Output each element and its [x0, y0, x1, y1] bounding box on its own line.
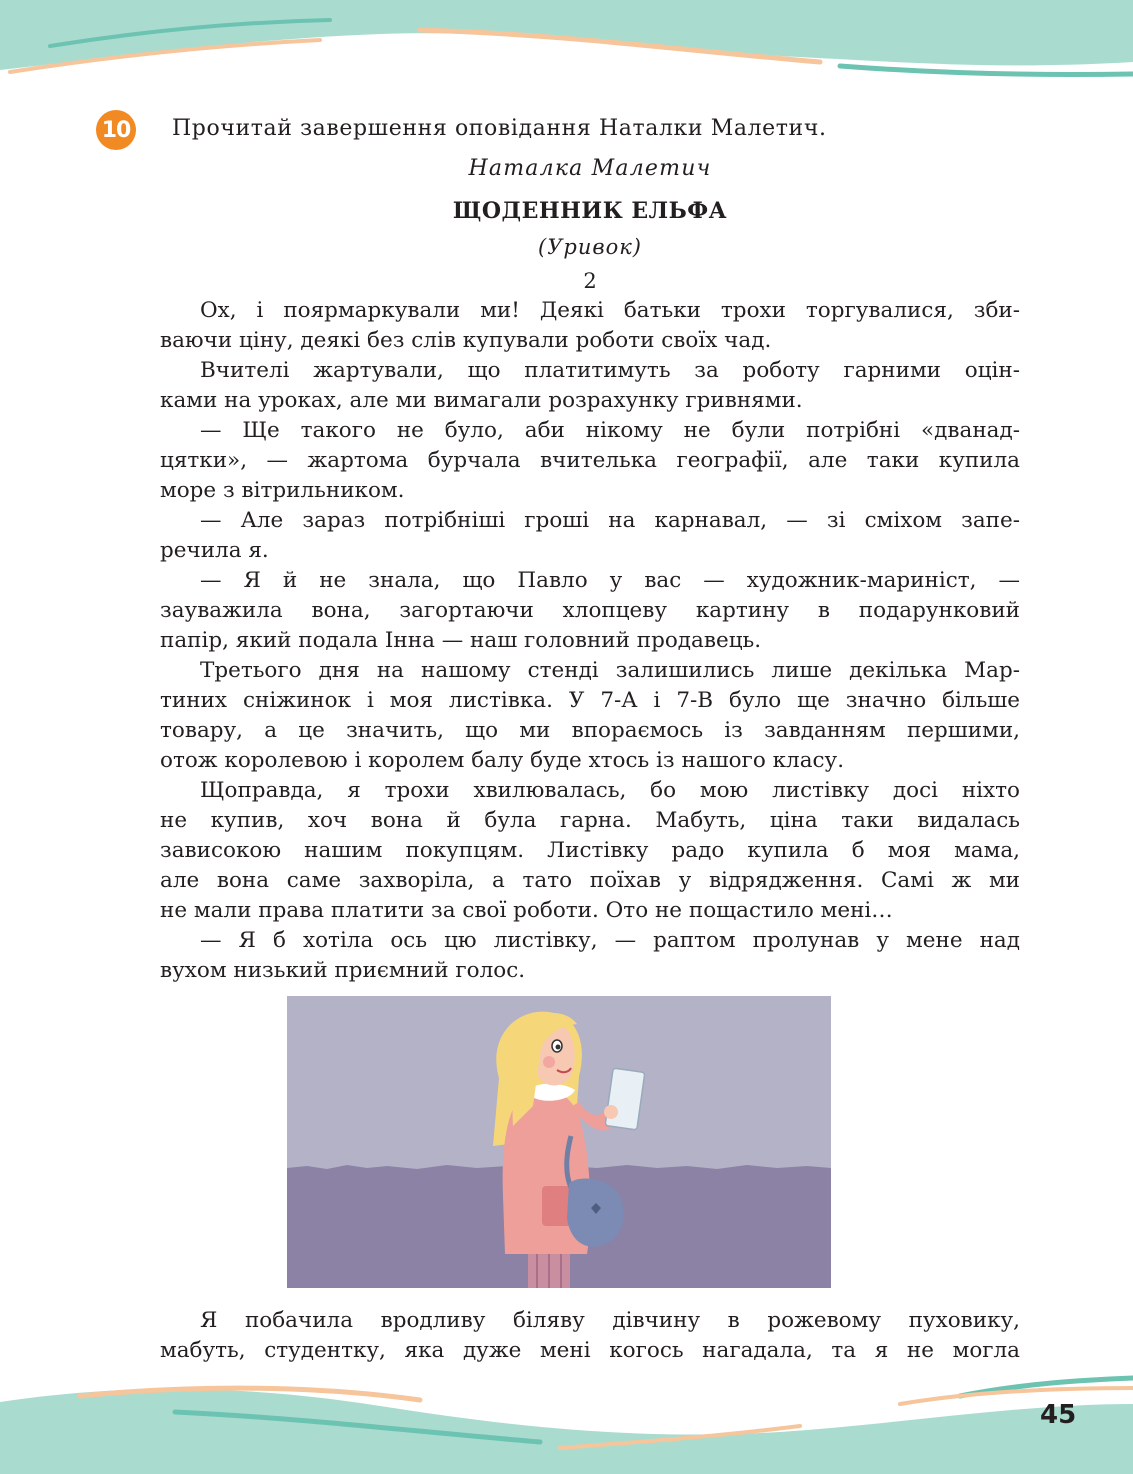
text-line: Ох, і поярмаркували ми! Деякі батьки трохи торгувалися, зби-	[200, 298, 1020, 323]
top-wave-decoration	[0, 0, 1133, 90]
text-line: ваючи ціну, деякі без слів купували роботи своїх чад.	[160, 328, 772, 353]
task-instruction: Прочитай завершення оповідання Наталки Малетич.	[172, 116, 827, 141]
task-number-badge: 10	[96, 110, 136, 150]
text-line: але вона саме захворіла, а тато поїхав у відрядження. Самі ж ми	[160, 868, 1020, 893]
text-line: вухом низький приємний голос.	[160, 958, 526, 983]
text-line: Щоправда, я трохи хвилювалась, бо мою листівку досі ніхто	[200, 778, 1020, 803]
text-line: — Я й не знала, що Павло у вас — художник-мариніст, —	[200, 568, 1020, 593]
text-line: речила я.	[160, 538, 269, 563]
text-line: не мали права платити за свої роботи. Ото не пощастило мені…	[160, 898, 893, 923]
page-number: 45	[1040, 1400, 1077, 1430]
story-author: Наталка Малетич	[468, 156, 712, 181]
story-text	[160, 296, 1020, 986]
text-line: тиних сніжинок і моя листівка. У 7-А і 7-В було ще значно більше	[160, 688, 1020, 713]
text-line: товару, а це значить, що ми впораємось із завданням першими,	[160, 718, 1020, 743]
text-line: мабуть, студентку, яка дуже мені когось нагадала, та я не могла	[160, 1338, 1020, 1363]
text-line: отож королевою і королем балу буде хтось із нашого класу.	[160, 748, 845, 773]
text-line: папір, який подала Інна — наш головний продавець.	[160, 628, 762, 653]
text-line: Вчителі жартували, що платитимуть за роботу гарними оцін-	[200, 358, 1020, 383]
story-title: ЩОДЕННИК ЕЛЬФА	[452, 198, 728, 224]
text-line: цятки», — жартома бурчала вчителька географії, але таки купила	[160, 448, 1020, 473]
story-subtitle: (Уривок)	[538, 235, 642, 259]
story-part-number: 2	[583, 269, 597, 293]
text-line: не купив, хоч вона й була гарна. Мабуть, ціна таки видалась	[160, 808, 1020, 833]
text-line: ками на уроках, але ми вимагали розрахунку гривнями.	[160, 388, 803, 413]
bottom-wave-decoration	[0, 1344, 1133, 1474]
text-line: — Але зараз потрібніші гроші на карнавал, — зі сміхом запе-	[200, 508, 1020, 533]
text-line: зауважила вона, загортаючи хлопцеву картину в подарунковий	[160, 598, 1020, 623]
text-line: зависокою нашим покупцям. Листівку радо купила б моя мама,	[160, 838, 1020, 863]
girl-with-postcard-illustration	[287, 996, 831, 1288]
text-line: Я побачила вродливу біляву дівчину в рожевому пуховику,	[200, 1308, 1020, 1333]
text-line: — Я б хотіла ось цю листівку, — раптом пролунав у мене над	[200, 928, 1020, 953]
text-line: Третього дня на нашому стенді залишились лише декілька Мар-	[200, 658, 1020, 683]
text-line: — Ще такого не було, аби нікому не були потрібні «дванад-	[200, 418, 1020, 443]
text-line: море з вітрильником.	[160, 478, 405, 503]
